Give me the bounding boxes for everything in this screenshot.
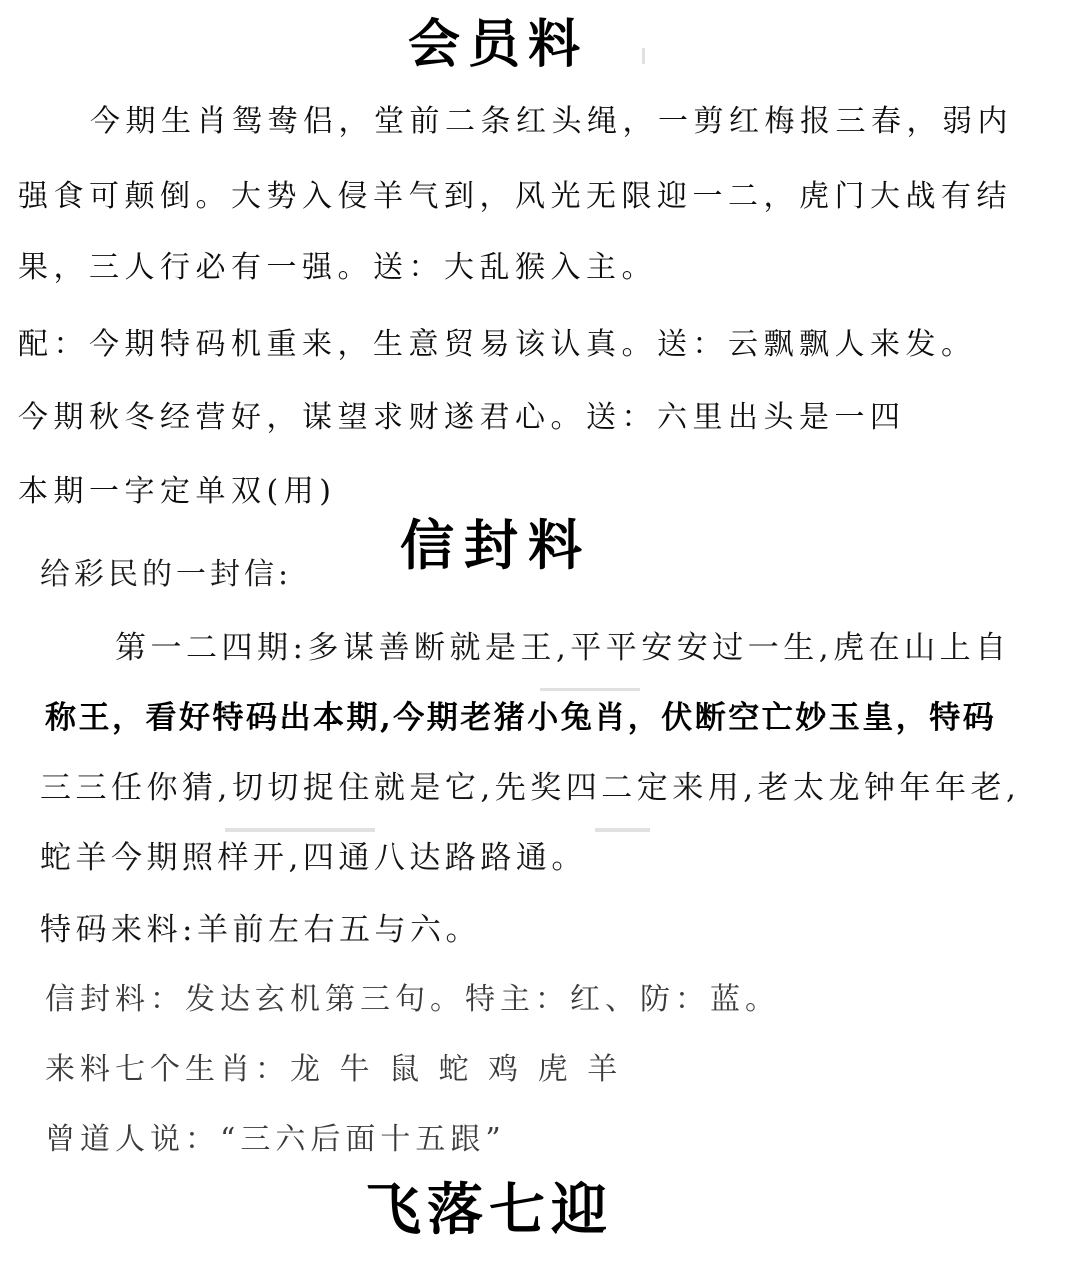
letter-line-8: 曾道人说：“三六后面十五跟”: [45, 1122, 506, 1157]
letter-line-6: 信封料：发达玄机第三句。特主：红、防：蓝。: [45, 982, 780, 1017]
letter-section-title: 信封料: [400, 513, 592, 577]
letter-line-7: 来料七个生肖：龙 牛 鼠 蛇 鸡 虎 羊: [45, 1052, 623, 1087]
scan-artifact: [595, 828, 650, 832]
member-line-1: 今期生肖鸳鸯侣，堂前二条红头绳，一剪红梅报三春，弱内: [90, 104, 1013, 139]
scan-artifact: [642, 48, 645, 64]
member-line-2: 强食可颠倒。大势入侵羊气到，风光无限迎一二，虎门大战有结: [18, 179, 1012, 214]
member-line-3: 果，三人行必有一强。送：大乱猴入主。: [18, 250, 657, 285]
letter-greeting: 给彩民的一封信:: [40, 557, 293, 592]
letter-line-3: 三三任你猜,切切捉住就是它,先奖四二定来用,老太龙钟年年老,: [40, 770, 1021, 806]
member-section-title: 会员料: [408, 14, 589, 75]
letter-line-5: 特码来料:羊前左右五与六。: [40, 912, 481, 948]
letter-line-2: 称王，看好特码出本期,今期老猪小兔肖，伏断空亡妙玉皇，特码: [45, 700, 997, 736]
letter-line-4: 蛇羊今期照样开,四通八达路路通。: [40, 840, 587, 876]
footer-title: 飞落七迎: [365, 1177, 613, 1243]
scan-artifact: [540, 688, 640, 691]
scan-artifact: [225, 828, 375, 832]
letter-line-1: 第一二四期:多谋善断就是王,平平安安过一生,虎在山上自: [115, 630, 1011, 666]
member-line-6: 本期一字定单双(用): [18, 474, 337, 509]
member-line-5: 今期秋冬经营好，谋望求财遂君心。送：六里出头是一四: [18, 400, 906, 435]
member-line-4: 配：今期特码机重来，生意贸易该认真。送：云飘飘人来发。: [18, 327, 977, 362]
